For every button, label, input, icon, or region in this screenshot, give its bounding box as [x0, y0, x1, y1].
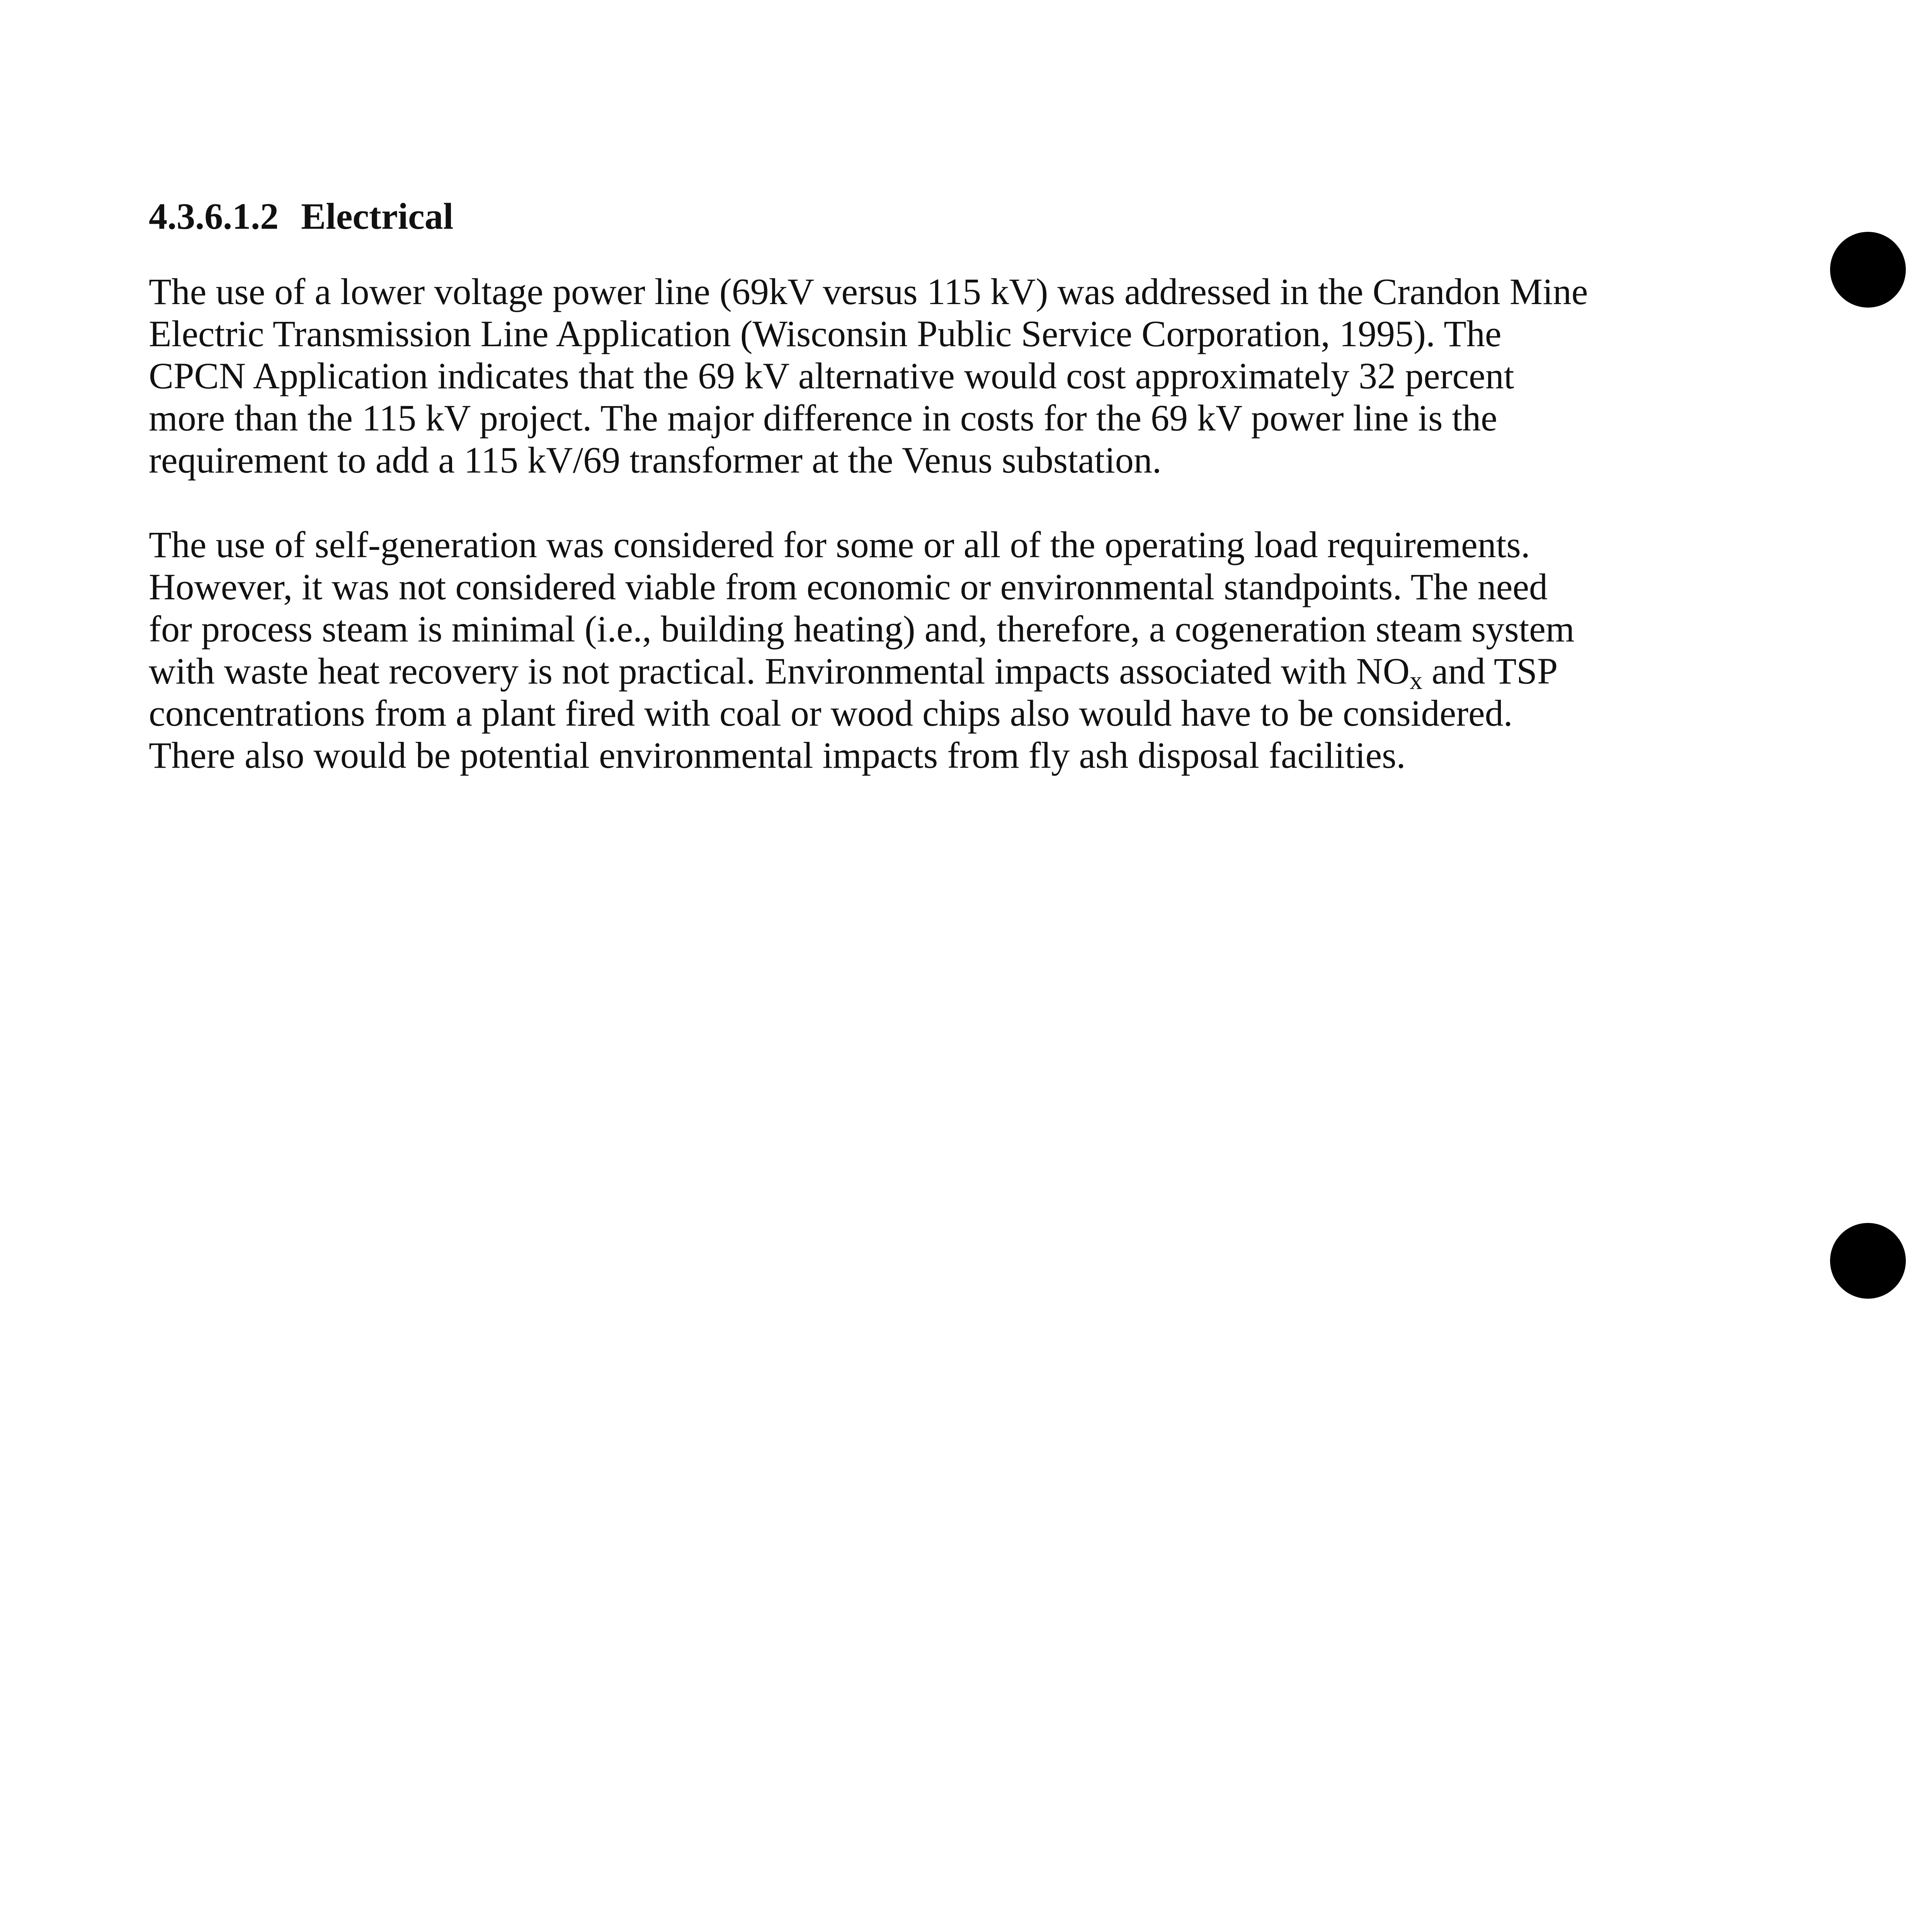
section-heading — [149, 193, 453, 240]
paragraph-line: CPCN Application indicates that the 69 kV alternative would cost approximately 32 percent — [149, 355, 1514, 396]
paragraph-line: There also would be potential environmental impacts from fly ash disposal facilities. — [149, 735, 1406, 776]
paragraph-line: Electric Transmission Line Application (Wisconsin Public Service Corporation, 1995). The — [149, 313, 1502, 354]
paragraph-self-generation — [149, 524, 1575, 776]
section-number: 4.3.6.1.2 — [149, 196, 279, 237]
section-title: Electrical — [301, 196, 454, 237]
paragraph-line: concentrations from a plant fired with coal or wood chips also would have to be considered. — [149, 692, 1513, 734]
paragraph-power-line — [149, 270, 1588, 481]
nox-text: with waste heat recovery is not practical. Environmental impacts associated with NO — [149, 650, 1410, 692]
paragraph-line: The use of self-generation was considered for some or all of the operating load requirements. — [149, 524, 1530, 565]
paragraph-line-nox — [149, 650, 1575, 695]
punch-hole-top — [1830, 232, 1906, 308]
paragraph-line: more than the 115 kV project. The major difference in costs for the 69 kV power line is the — [149, 397, 1497, 439]
punch-hole-middle — [1830, 1223, 1906, 1299]
paragraph-line: requirement to add a 115 kV/69 transformer at the Venus substation. — [149, 439, 1162, 481]
paragraph-line: The use of a lower voltage power line (69kV versus 115 kV) was addressed in the Crandon Mine — [149, 271, 1588, 312]
nox-subscript: x — [1409, 667, 1422, 695]
paragraph-line: for process steam is minimal (i.e., building heating) and, therefore, a cogeneration steam system — [149, 608, 1575, 650]
tsp-text: and TSP — [1422, 650, 1558, 692]
paragraph-line: However, it was not considered viable from economic or environmental standpoints. The need — [149, 566, 1548, 607]
